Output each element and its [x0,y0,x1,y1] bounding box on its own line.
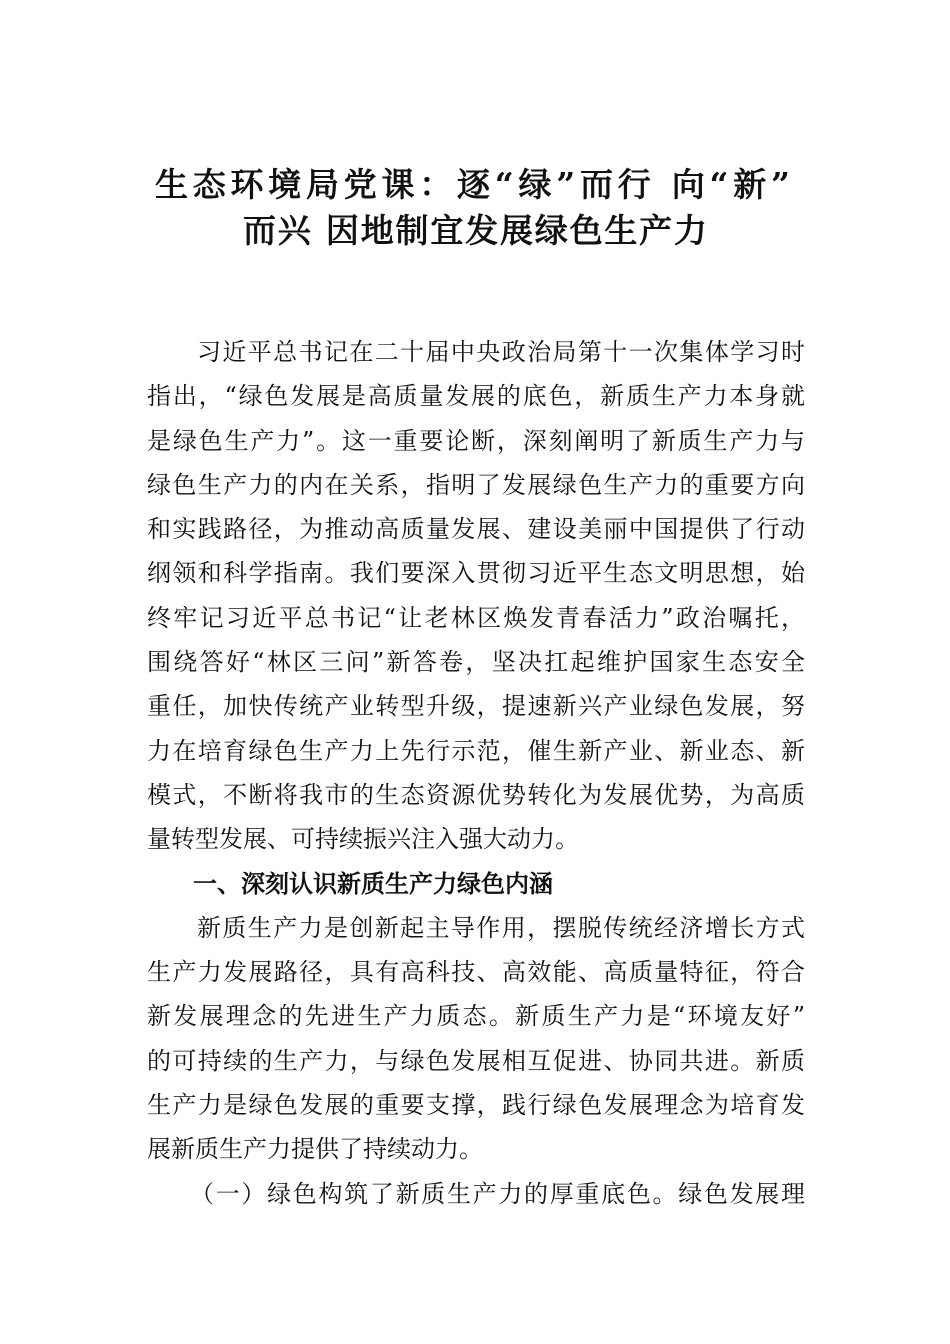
paragraph-line: 力在培育绿色生产力上先行示范，催生新产业、新业态、新 [147,736,805,765]
paragraph-line: 生产力发展路径，具有高科技、高效能、高质量特征，符合 [147,958,805,987]
paragraph-line: 纲领和科学指南。我们要深入贯彻习近平生态文明思想，始 [147,559,805,588]
paragraph-line: 指出，“绿色发展是高质量发展的底色，新质生产力本身就 [147,382,805,411]
paragraph-line: 展新质生产力提供了持续动力。 [147,1135,483,1164]
paragraph-line: 习近平总书记在二十届中央政治局第十一次集体学习时 [197,338,805,366]
section-heading: 一、深刻认识新质生产力绿色内涵 [193,868,553,898]
document-title-line-1: 生态环境局党课：逐“绿”而行 向“新” [155,165,790,204]
paragraph-line: 绿色生产力的内在关系，指明了发展绿色生产力的重要方向 [147,470,805,499]
paragraph-line: 生产力是绿色发展的重要支撑，践行绿色发展理念为培育发 [147,1091,805,1120]
paragraph-line: 新发展理念的先进生产力质态。新质生产力是“环境友好” [147,1002,805,1031]
paragraph-line: 是绿色生产力”。这一重要论断，深刻阐明了新质生产力与 [147,426,805,455]
document-body [147,330,805,1216]
paragraph-line: 重任，加快传统产业转型升级，提速新兴产业绿色发展，努 [147,692,805,721]
paragraph-line: 终牢记习近平总书记“让老林区焕发青春活力”政治嘱托， [147,603,805,632]
paragraph-line: 量转型发展、可持续振兴注入强大动力。 [147,825,579,854]
document-title-line-2: 而兴 因地制宜发展绿色生产力 [243,211,707,250]
paragraph-line: 的可持续的生产力，与绿色发展相互促进、协同共进。新质 [147,1046,805,1075]
paragraph-line: 围绕答好“林区三问”新答卷，坚决扛起维护国家生态安全 [147,648,805,677]
paragraph-line: 新质生产力是创新起主导作用，摆脱传统经济增长方式 [197,913,805,942]
paragraph-line: 模式，不断将我市的生态资源优势转化为发展优势，为高质 [147,780,805,809]
paragraph-line: 和实践路径，为推动高质量发展、建设美丽中国提供了行动 [147,515,805,544]
subsection-paragraph-line: （一）绿色构筑了新质生产力的厚重底色。绿色发展理 [190,1179,805,1208]
